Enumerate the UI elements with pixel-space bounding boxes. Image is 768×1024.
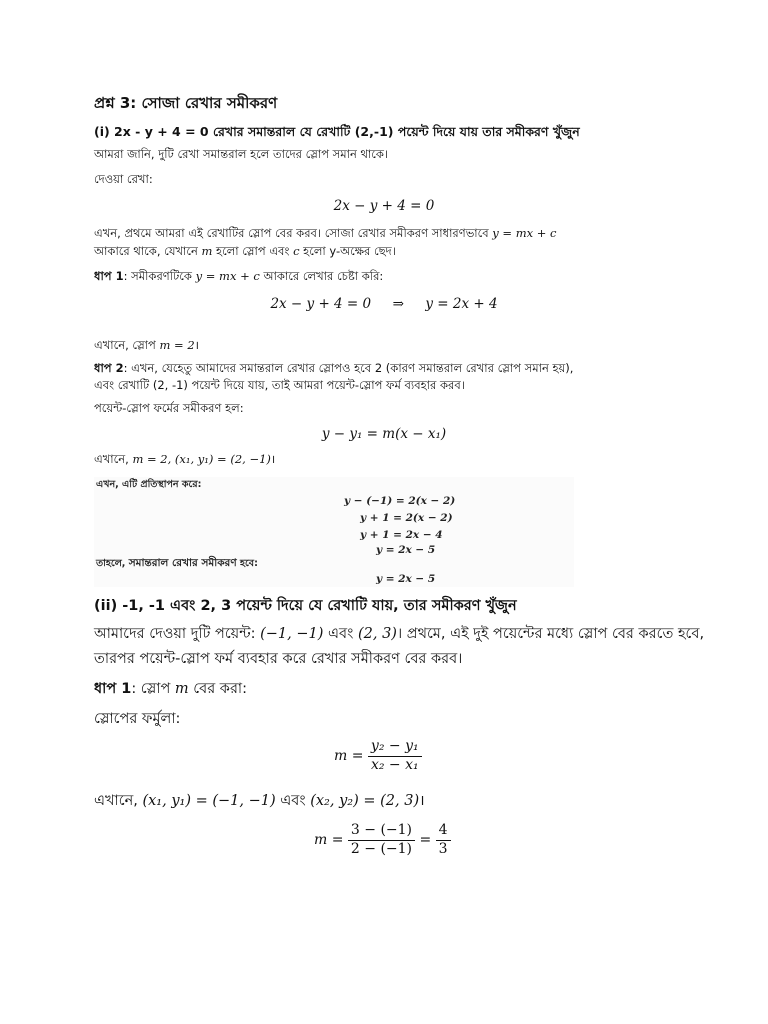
page-title: প্রশ্ন 3: সোজা রেখার সমীকরণ: [94, 94, 278, 112]
scan-equation-3: y + 1 = 2x − 4: [360, 529, 443, 541]
step-1-equation: 2x − y + 4 = 0 ⇒ y = 2x + 4: [270, 296, 498, 312]
question-1-heading: (i) 2x - y + 4 = 0 রেখার সমান্তরাল যে রেখাটি (2,-1) পয়েন্ট দিয়ে যায় তার সমীকরণ খুঁজুন: [94, 124, 580, 139]
slope-result-line: এখানে, স্লোপ m = 2।: [94, 338, 200, 352]
given-points-line-1: আমাদের দেওয়া দুটি পয়েন্ট: (−1, −1) এবং (2, 3)। প্রথমে, এই দুই পয়েন্টের মধ্যে স্লোপ বের করতে হবে,: [94, 626, 705, 642]
scan-conclusion-text: তাহলে, সমান্তরাল রেখার সমীকরণ হবে:: [96, 557, 258, 569]
question-2-heading: (ii) -1, -1 এবং 2, 3 পয়েন্ট দিয়ে যে রেখাটি যায়, তার সমীকরণ খুঁজুন: [94, 598, 517, 614]
slope-formula-label: স্লোপের ফর্মুলা:: [94, 711, 181, 727]
scan-equation-1: y − (−1) = 2(x − 2): [344, 495, 456, 507]
result-numerator: 4: [436, 822, 451, 841]
part2-step-1-line: ধাপ 1: স্লোপ m বের করা:: [94, 681, 248, 697]
step-2-line-2: এবং রেখাটি (2, -1) পয়েন্ট দিয়ে যায়, তাই আমরা পয়েন্ট-স্লোপ ফর্ম ব্যবহার করব।: [94, 378, 465, 392]
step-2-line-1: ধাপ 2: এখন, যেহেতু আমাদের সমান্তরাল রেখার স্লোপও হবে 2 (কারণ সমান্তরাল রেখার স্লোপ সমান হয়),: [94, 361, 574, 375]
step-1-label: ধাপ 1: [94, 269, 124, 283]
values-line: এখানে, m = 2, (x₁, y₁) = (2, −1)।: [94, 452, 276, 466]
point-slope-label: পয়েন্ট-স্লোপ ফর্মের সমীকরণ হল:: [94, 401, 244, 415]
scan-equation-4: y = 2x − 5: [376, 544, 436, 556]
embedded-solution-image: [94, 477, 574, 587]
slope-formula: m = $\frac{\text{y₂ − y₁}}{\text{x₂ − x₁}}$: [334, 738, 422, 774]
step-1-line: ধাপ 1: সমীকরণটিকে y = mx + c আকারে লেখার চেষ্টা করি:: [94, 269, 384, 283]
general-form-inline: y = mx + c: [492, 226, 557, 240]
result-denominator: 3: [438, 840, 448, 857]
scan-intro-text: এখন, এটি প্রতিস্থাপন করে:: [96, 479, 202, 490]
scan-equation-2: y + 1 = 2(x − 2): [360, 512, 453, 524]
slope-formula-denominator: x₂ − x₁: [370, 756, 419, 773]
given-points-line-2: তারপর পয়েন্ট-স্লোপ ফর্ম ব্যবহার করে রেখার সমীকরণ বের করব।: [94, 651, 463, 667]
explain-line-2: আকারে থাকে, যেখানে m হলো স্লোপ এবং c হলো y-অক্ষের ছেদ।: [94, 244, 396, 258]
given-equation: 2x − y + 4 = 0: [333, 198, 435, 214]
step-2-label: ধাপ 2: [94, 361, 124, 375]
calc-denominator: 2 − (−1): [350, 840, 413, 857]
slope-calculation: m = $\frac{3 - (-1)}{2 - (-1)}$ = $\frac{4}{3}$: [314, 822, 451, 858]
point-slope-equation: y − y₁ = m(x − x₁): [321, 426, 447, 442]
scan-final-equation: y = 2x − 5: [376, 573, 436, 585]
slope-formula-numerator: y₂ − y₁: [368, 738, 422, 757]
part2-step-1-label: ধাপ 1: [94, 681, 132, 697]
points-assignment-line: এখানে, (x₁, y₁) = (−1, −1) এবং (x₂, y₂) = (2, 3)।: [94, 793, 425, 809]
given-line-label: দেওয়া রেখা:: [94, 172, 153, 186]
parallel-intro-text: আমরা জানি, দুটি রেখা সমান্তরাল হলে তাদের স্লোপ সমান থাকে।: [94, 147, 389, 161]
explain-line-1: এখন, প্রথমে আমরা এই রেখাটির স্লোপ বের করব। সোজা রেখার সমীকরণ সাধারণভাবে y = mx + c: [94, 226, 557, 240]
calc-numerator: 3 − (−1): [348, 822, 415, 841]
